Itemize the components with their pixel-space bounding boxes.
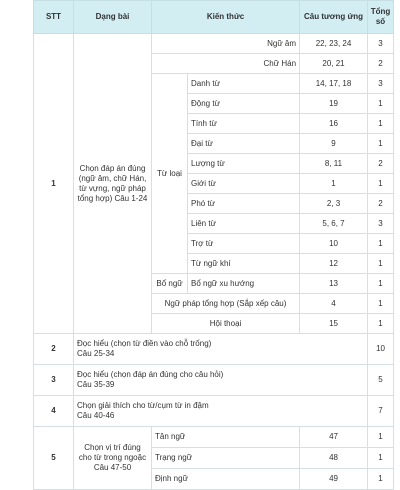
header-tong-so: Tổng số: [368, 1, 394, 34]
tong-cell: 1: [368, 174, 394, 194]
cau-cell: 9: [300, 134, 368, 154]
table-header-row: [34, 1, 394, 34]
kien-thuc-cell: Tính từ: [188, 114, 300, 134]
kien-thuc-cell: Giới từ: [188, 174, 300, 194]
kien-thuc-cell: Ngữ pháp tổng hợp (Sắp xếp câu): [152, 294, 300, 314]
tong-cell: 7: [368, 396, 394, 427]
kien-thuc-cell: Danh từ: [188, 74, 300, 94]
stt-cell: 2: [34, 334, 74, 365]
dang-bai-cell: [74, 334, 368, 365]
cau-cell: 12: [300, 254, 368, 274]
tong-cell: 2: [368, 54, 394, 74]
table-row: [34, 34, 394, 54]
dang-bai-title: Đọc hiểu (chọn từ điền vào chỗ trống): [77, 339, 212, 348]
stt-cell: 5: [34, 427, 74, 490]
dang-bai-range: Câu 35-39: [77, 380, 115, 389]
tong-cell: 3: [368, 34, 394, 54]
kien-thuc-cell: Chữ Hán: [152, 54, 300, 74]
tong-cell: 1: [368, 94, 394, 114]
table-row: [34, 427, 394, 448]
kien-thuc-cell: Từ ngữ khí: [188, 254, 300, 274]
tong-cell: 3: [368, 214, 394, 234]
dang-bai-range: Câu 25-34: [77, 349, 115, 358]
kien-thuc-cell: Đại từ: [188, 134, 300, 154]
tong-cell: 1: [368, 234, 394, 254]
cau-cell: 1: [300, 174, 368, 194]
cau-cell: 48: [300, 448, 368, 469]
header-cau-tuong-ung: Câu tương ứng: [300, 1, 368, 34]
tong-cell: 1: [368, 254, 394, 274]
kien-thuc-cell: Định ngữ: [152, 469, 300, 490]
kien-thuc-cell: Tân ngữ: [152, 427, 300, 448]
tong-cell: 1: [368, 448, 394, 469]
cau-cell: 22, 23, 24: [300, 34, 368, 54]
tong-cell: 1: [368, 314, 394, 334]
stt-cell: 4: [34, 396, 74, 427]
cau-cell: 13: [300, 274, 368, 294]
dang-bai-cell: [74, 365, 368, 396]
kien-thuc-cell: Lượng từ: [188, 154, 300, 174]
cau-cell: 19: [300, 94, 368, 114]
stt-cell: 3: [34, 365, 74, 396]
cau-cell: 14, 17, 18: [300, 74, 368, 94]
header-kien-thuc: Kiến thức: [152, 1, 300, 34]
table-row: [34, 396, 394, 427]
kien-thuc-cell: Động từ: [188, 94, 300, 114]
tong-cell: 3: [368, 74, 394, 94]
dang-bai-title: Đọc hiểu (chọn đáp án đúng cho câu hỏi): [77, 370, 224, 379]
tong-cell: 2: [368, 154, 394, 174]
dang-bai-cell: Chọn đáp án đúng (ngữ âm, chữ Hán, từ vựng, ngữ pháp tổng hợp) Câu 1-24: [74, 34, 152, 334]
cau-cell: 5, 6, 7: [300, 214, 368, 234]
tu-loai-cell: Từ loại: [152, 74, 188, 274]
kien-thuc-cell: Hội thoại: [152, 314, 300, 334]
dang-bai-range: Câu 40-46: [77, 411, 115, 420]
table-row: [34, 365, 394, 396]
cau-cell: 47: [300, 427, 368, 448]
kien-thuc-cell: Phó từ: [188, 194, 300, 214]
cau-cell: 15: [300, 314, 368, 334]
dang-bai-title: Chọn giải thích cho từ/cụm từ in đậm: [77, 401, 209, 410]
tong-cell: 5: [368, 365, 394, 396]
bo-ngu-cell: Bổ ngữ: [152, 274, 188, 294]
header-stt: STT: [34, 1, 74, 34]
header-dang-bai: Dạng bài: [74, 1, 152, 34]
kien-thuc-cell: Liên từ: [188, 214, 300, 234]
table-row: [34, 334, 394, 365]
cau-cell: 49: [300, 469, 368, 490]
kien-thuc-cell: Bổ ngữ xu hướng: [188, 274, 300, 294]
cau-cell: 8, 11: [300, 154, 368, 174]
cau-cell: 2, 3: [300, 194, 368, 214]
cau-cell: 10: [300, 234, 368, 254]
dang-bai-cell: Chọn vị trí đúng cho từ trong ngoặc Câu 47-50: [74, 427, 152, 490]
cau-cell: 20, 21: [300, 54, 368, 74]
tong-cell: 1: [368, 427, 394, 448]
kien-thuc-cell: Trợ từ: [188, 234, 300, 254]
kien-thuc-cell: Trạng ngữ: [152, 448, 300, 469]
stt-cell: 1: [34, 34, 74, 334]
tong-cell: 1: [368, 294, 394, 314]
tong-cell: 10: [368, 334, 394, 365]
tong-cell: 1: [368, 469, 394, 490]
cau-cell: 4: [300, 294, 368, 314]
tong-cell: 1: [368, 274, 394, 294]
dang-bai-cell: [74, 396, 368, 427]
exam-structure-table: [33, 0, 394, 490]
tong-cell: 2: [368, 194, 394, 214]
tong-cell: 1: [368, 134, 394, 154]
cau-cell: 16: [300, 114, 368, 134]
tong-cell: 1: [368, 114, 394, 134]
kien-thuc-cell: Ngữ âm: [152, 34, 300, 54]
